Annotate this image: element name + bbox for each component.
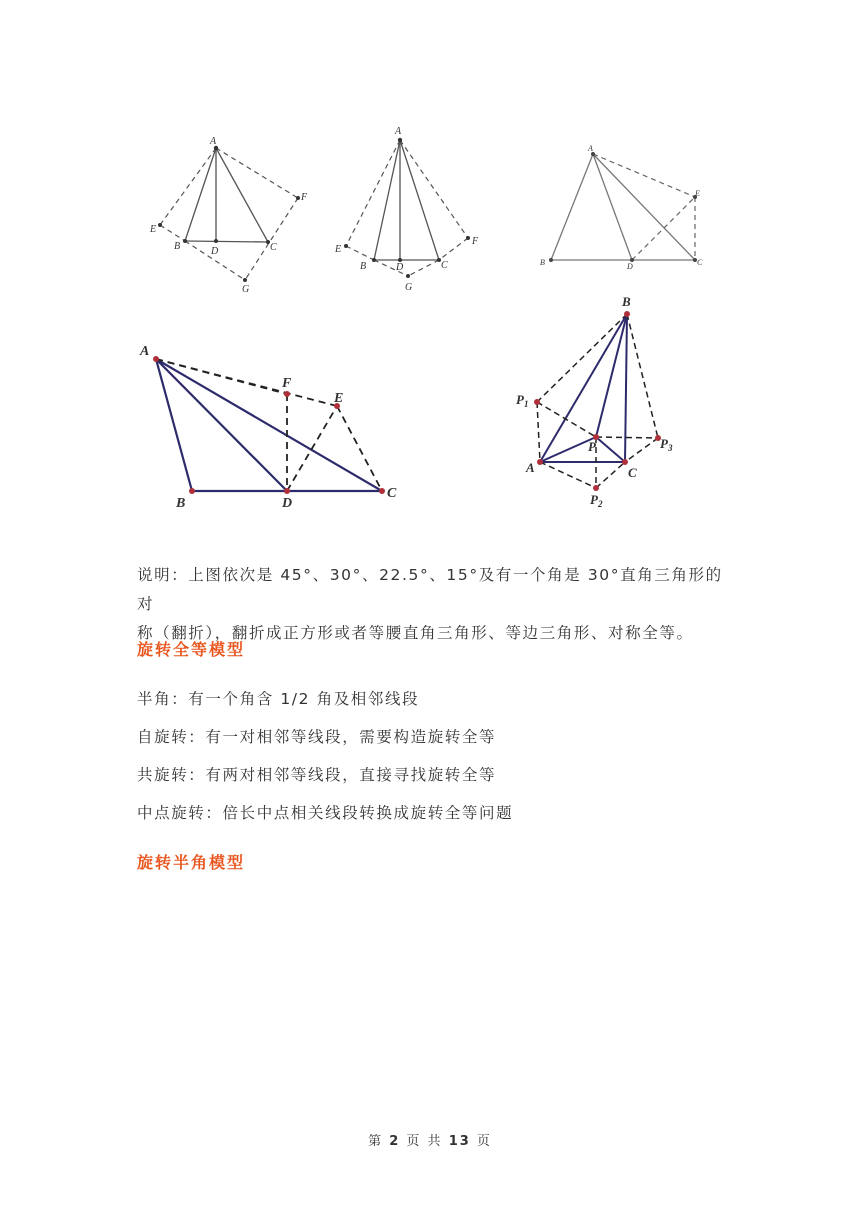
fig5-label-p2: $P_2$ <box>590 492 603 509</box>
fig2-label-g: G <box>405 282 413 293</box>
page-footer <box>0 1130 860 1149</box>
figure-1 <box>140 130 320 300</box>
fig4-label-e: E <box>334 391 344 406</box>
fig4-label-a: A <box>140 344 150 359</box>
fig1-label-d: D <box>211 246 219 257</box>
fig1-label-b: B <box>174 241 181 252</box>
fig5-label-c: C <box>628 465 637 480</box>
fig3-label-e: E <box>695 189 700 198</box>
fig5-label-p1: $P_1$ <box>516 392 529 409</box>
caption-line-1: 说明：上图依次是 45°、30°、22.5°、15°及有一个角是 30°直角三角形的对 <box>137 566 723 613</box>
fig3-label-c: C <box>697 258 703 267</box>
fig2-label-c: C <box>441 260 448 271</box>
list-item-half-angle: 半角：有一个角含 1/2 角及相邻线段 <box>137 690 420 708</box>
list-item-midpoint-rotation: 中点旋转：倍长中点相关线段转换成旋转全等问题 <box>137 804 514 822</box>
figure-3 <box>530 140 720 275</box>
fig5-label-a: A <box>526 460 535 475</box>
fig2-label-d: D <box>396 262 404 273</box>
footer-page-number: 2 <box>389 1134 401 1149</box>
figure-3-diagram <box>530 140 720 275</box>
figure-caption <box>137 561 737 648</box>
figure-1-diagram <box>140 130 320 300</box>
fig4-label-c: C <box>387 486 397 501</box>
footer-total-pages: 13 <box>448 1134 471 1149</box>
fig5-label-p3: $P_3$ <box>660 436 673 453</box>
figure-5-diagram <box>510 290 710 520</box>
list-item-co-rotation: 共旋转：有两对相邻等线段，直接寻找旋转全等 <box>137 766 497 784</box>
fig1-label-c: C <box>270 242 277 253</box>
figure-2-diagram <box>330 118 500 298</box>
figure-5 <box>510 290 710 520</box>
figure-4 <box>130 335 420 515</box>
section-title-rotation-congruence: 旋转全等模型 <box>137 640 246 659</box>
figure-2 <box>330 118 500 298</box>
caption-line-2: 称（翻折），翻折成正方形或者等腰直角三角形、等边三角形、对称全等。 <box>137 624 694 642</box>
fig4-label-f: F <box>282 376 292 391</box>
fig2-label-f: F <box>472 236 479 247</box>
fig2-label-b: B <box>360 261 367 272</box>
fig1-label-e: E <box>150 224 157 235</box>
figure-4-diagram <box>130 335 420 515</box>
fig2-label-e: E <box>335 244 342 255</box>
fig3-label-b: B <box>540 258 545 267</box>
fig3-label-a: A <box>588 144 593 153</box>
fig5-label-p: P <box>588 439 596 454</box>
footer-suffix: 页 <box>476 1134 492 1149</box>
fig2-label-a: A <box>395 126 402 137</box>
fig5-label-b: B <box>622 294 631 309</box>
fig4-label-d: D <box>282 496 293 511</box>
fig1-label-g: G <box>242 284 250 295</box>
fig3-label-d: D <box>627 262 633 271</box>
fig4-label-b: B <box>176 496 186 511</box>
fig1-label-a: A <box>210 136 217 147</box>
footer-middle: 页 共 <box>406 1134 443 1149</box>
section-title-rotation-half-angle: 旋转半角模型 <box>137 853 246 872</box>
footer-prefix: 第 <box>368 1134 384 1149</box>
fig1-label-f: F <box>301 192 308 203</box>
list-item-self-rotation: 自旋转：有一对相邻等线段，需要构造旋转全等 <box>137 728 497 746</box>
